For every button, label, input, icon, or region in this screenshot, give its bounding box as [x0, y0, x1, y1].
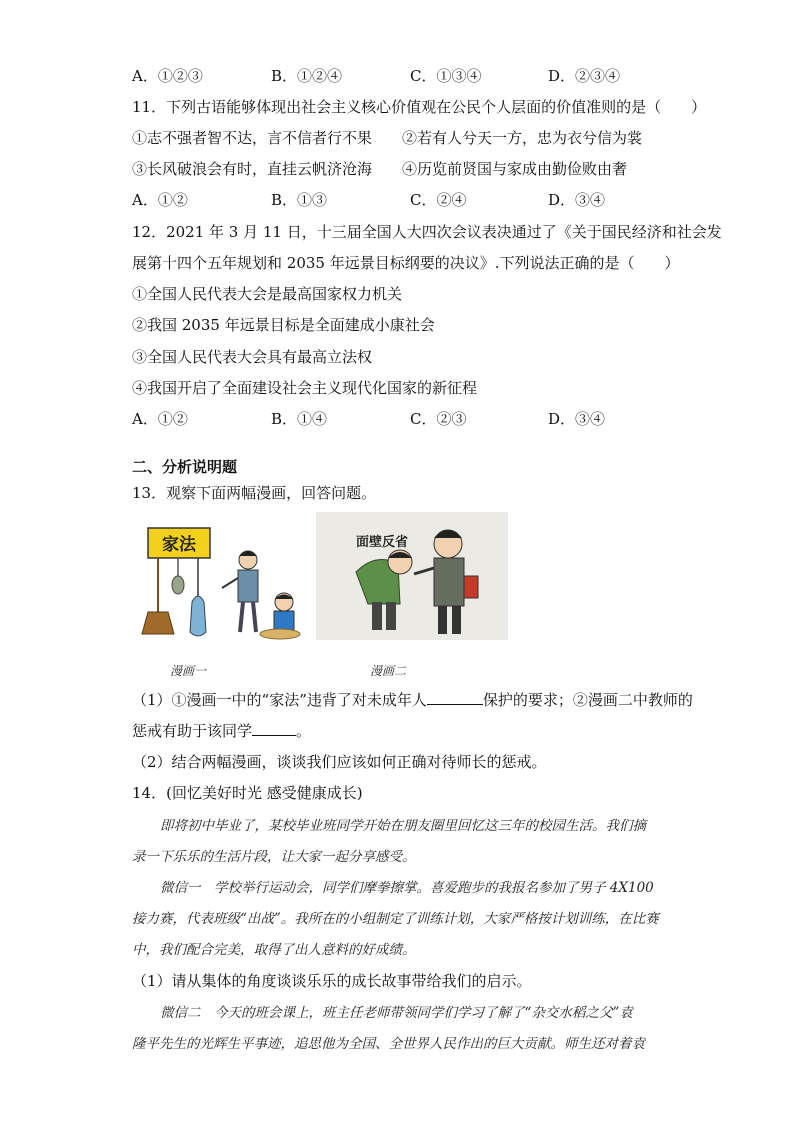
q12-item-1: ①全国人民代表大会是最高国家权力机关 [132, 285, 403, 303]
comic-one-illustration [140, 522, 310, 647]
q11-option-b: B．①③ [271, 191, 328, 209]
q12-option-a: A．①② [132, 410, 188, 428]
q14-wechat1-line1: 微信一 学校举行运动会，同学们摩拳擦掌。喜爱跑步的我报名参加了男子 4X100 [160, 880, 654, 896]
q13-sub1-line2 [132, 721, 311, 741]
comic-one-caption: 漫画一 [170, 664, 207, 678]
q12-option-d: D．③④ [548, 410, 606, 428]
q14-wechat2-line1: 微信二 今天的班会课上，班主任老师带领同学们学习了解了“杂交水稻之父”袁 [160, 1005, 633, 1021]
comic-two-illustration [316, 512, 508, 640]
q12-item-3: ③全国人民代表大会具有最高立法权 [132, 348, 373, 366]
q10-option-a: A．①②③ [132, 67, 203, 85]
q10-option-d: D．②③④ [548, 67, 621, 85]
q12-option-b: B．①④ [271, 410, 328, 428]
q12-stem-line2: 展第十四个五年规划和 2035 年远景目标纲要的决议》.下列说法正确的是（ ） [132, 254, 680, 272]
q11-items-line1: ①志不强者智不达，言不信者行不果 ②若有人兮天一方，忠为衣兮信为裳 [132, 129, 643, 147]
q14-sub1: （1）请从集体的角度谈谈乐乐的成长故事带给我们的启示。 [132, 972, 532, 990]
q13-sub1-text-b: 保护的要求；②漫画二中教师的 [482, 691, 693, 709]
q11-items-line2: ③长风破浪会有时，直挂云帆济沧海 ④历览前贤国与家成由勤俭败由奢 [132, 160, 628, 178]
q13-sub1-line1 [132, 690, 693, 710]
q11-option-d: D．③④ [548, 191, 606, 209]
q11-option-c: C．②④ [410, 191, 467, 209]
q13-blank-2 [252, 721, 296, 736]
q13-sub2: （2）结合两幅漫画，谈谈我们应该如何正确对待师长的惩戒。 [132, 753, 547, 771]
comic-two-caption: 漫画二 [370, 664, 407, 678]
q10-option-c: C．①③④ [410, 67, 482, 85]
q13-sub1-text-a: （1）①漫画一中的“家法”违背了对未成年人 [132, 691, 427, 709]
q13-sub1-text-c: 惩戒有助于该同学 [132, 722, 253, 740]
q11-option-a: A．①② [132, 191, 188, 209]
comic-two-sign-text: 面壁反省 [355, 535, 409, 550]
q14-wechat1-line2: 接力赛，代表班级“出战”。我所在的小组制定了训练计划，大家严格按计划训练，在比赛 [132, 911, 659, 927]
q10-option-b: B．①②④ [271, 67, 343, 85]
q12-item-4: ④我国开启了全面建设社会主义现代化国家的新征程 [132, 379, 478, 397]
q14-para1-line1: 即将初中毕业了，某校毕业班同学开始在朋友圈里回忆这三年的校园生活。我们摘 [160, 818, 646, 834]
q14-wechat1-line3: 中，我们配合完美，取得了出人意料的好成绩。 [132, 942, 416, 958]
q13-sub1-text-d: 。 [296, 722, 312, 740]
q14-wechat2-line2: 隆平先生的光辉生平事迹，追思他为全国、全世界人民作出的巨大贡献。师生还对着袁 [132, 1036, 645, 1052]
q12-option-c: C．②③ [410, 410, 467, 428]
q12-stem-line1: 12．2021 年 3 月 11 日，十三届全国人大四次会议表决通过了《关于国民经济和社会发 [132, 223, 722, 241]
comic-one-sign-text: 家法 [162, 535, 196, 555]
q13-stem: 13．观察下面两幅漫画，回答问题。 [132, 484, 377, 502]
q14-stem: 14．(回忆美好时光 感受健康成长) [132, 784, 363, 802]
q11-stem: 11．下列古语能够体现出社会主义核心价值观在公民个人层面的价值准则的是（ ） [132, 98, 707, 116]
q13-blank-1 [427, 690, 483, 705]
q14-para1-line2: 录一下乐乐的生活片段，让大家一起分享感受。 [132, 849, 416, 865]
section-title: 二、分析说明题 [132, 458, 238, 476]
q12-item-2: ②我国 2035 年远景目标是全面建成小康社会 [132, 316, 435, 334]
